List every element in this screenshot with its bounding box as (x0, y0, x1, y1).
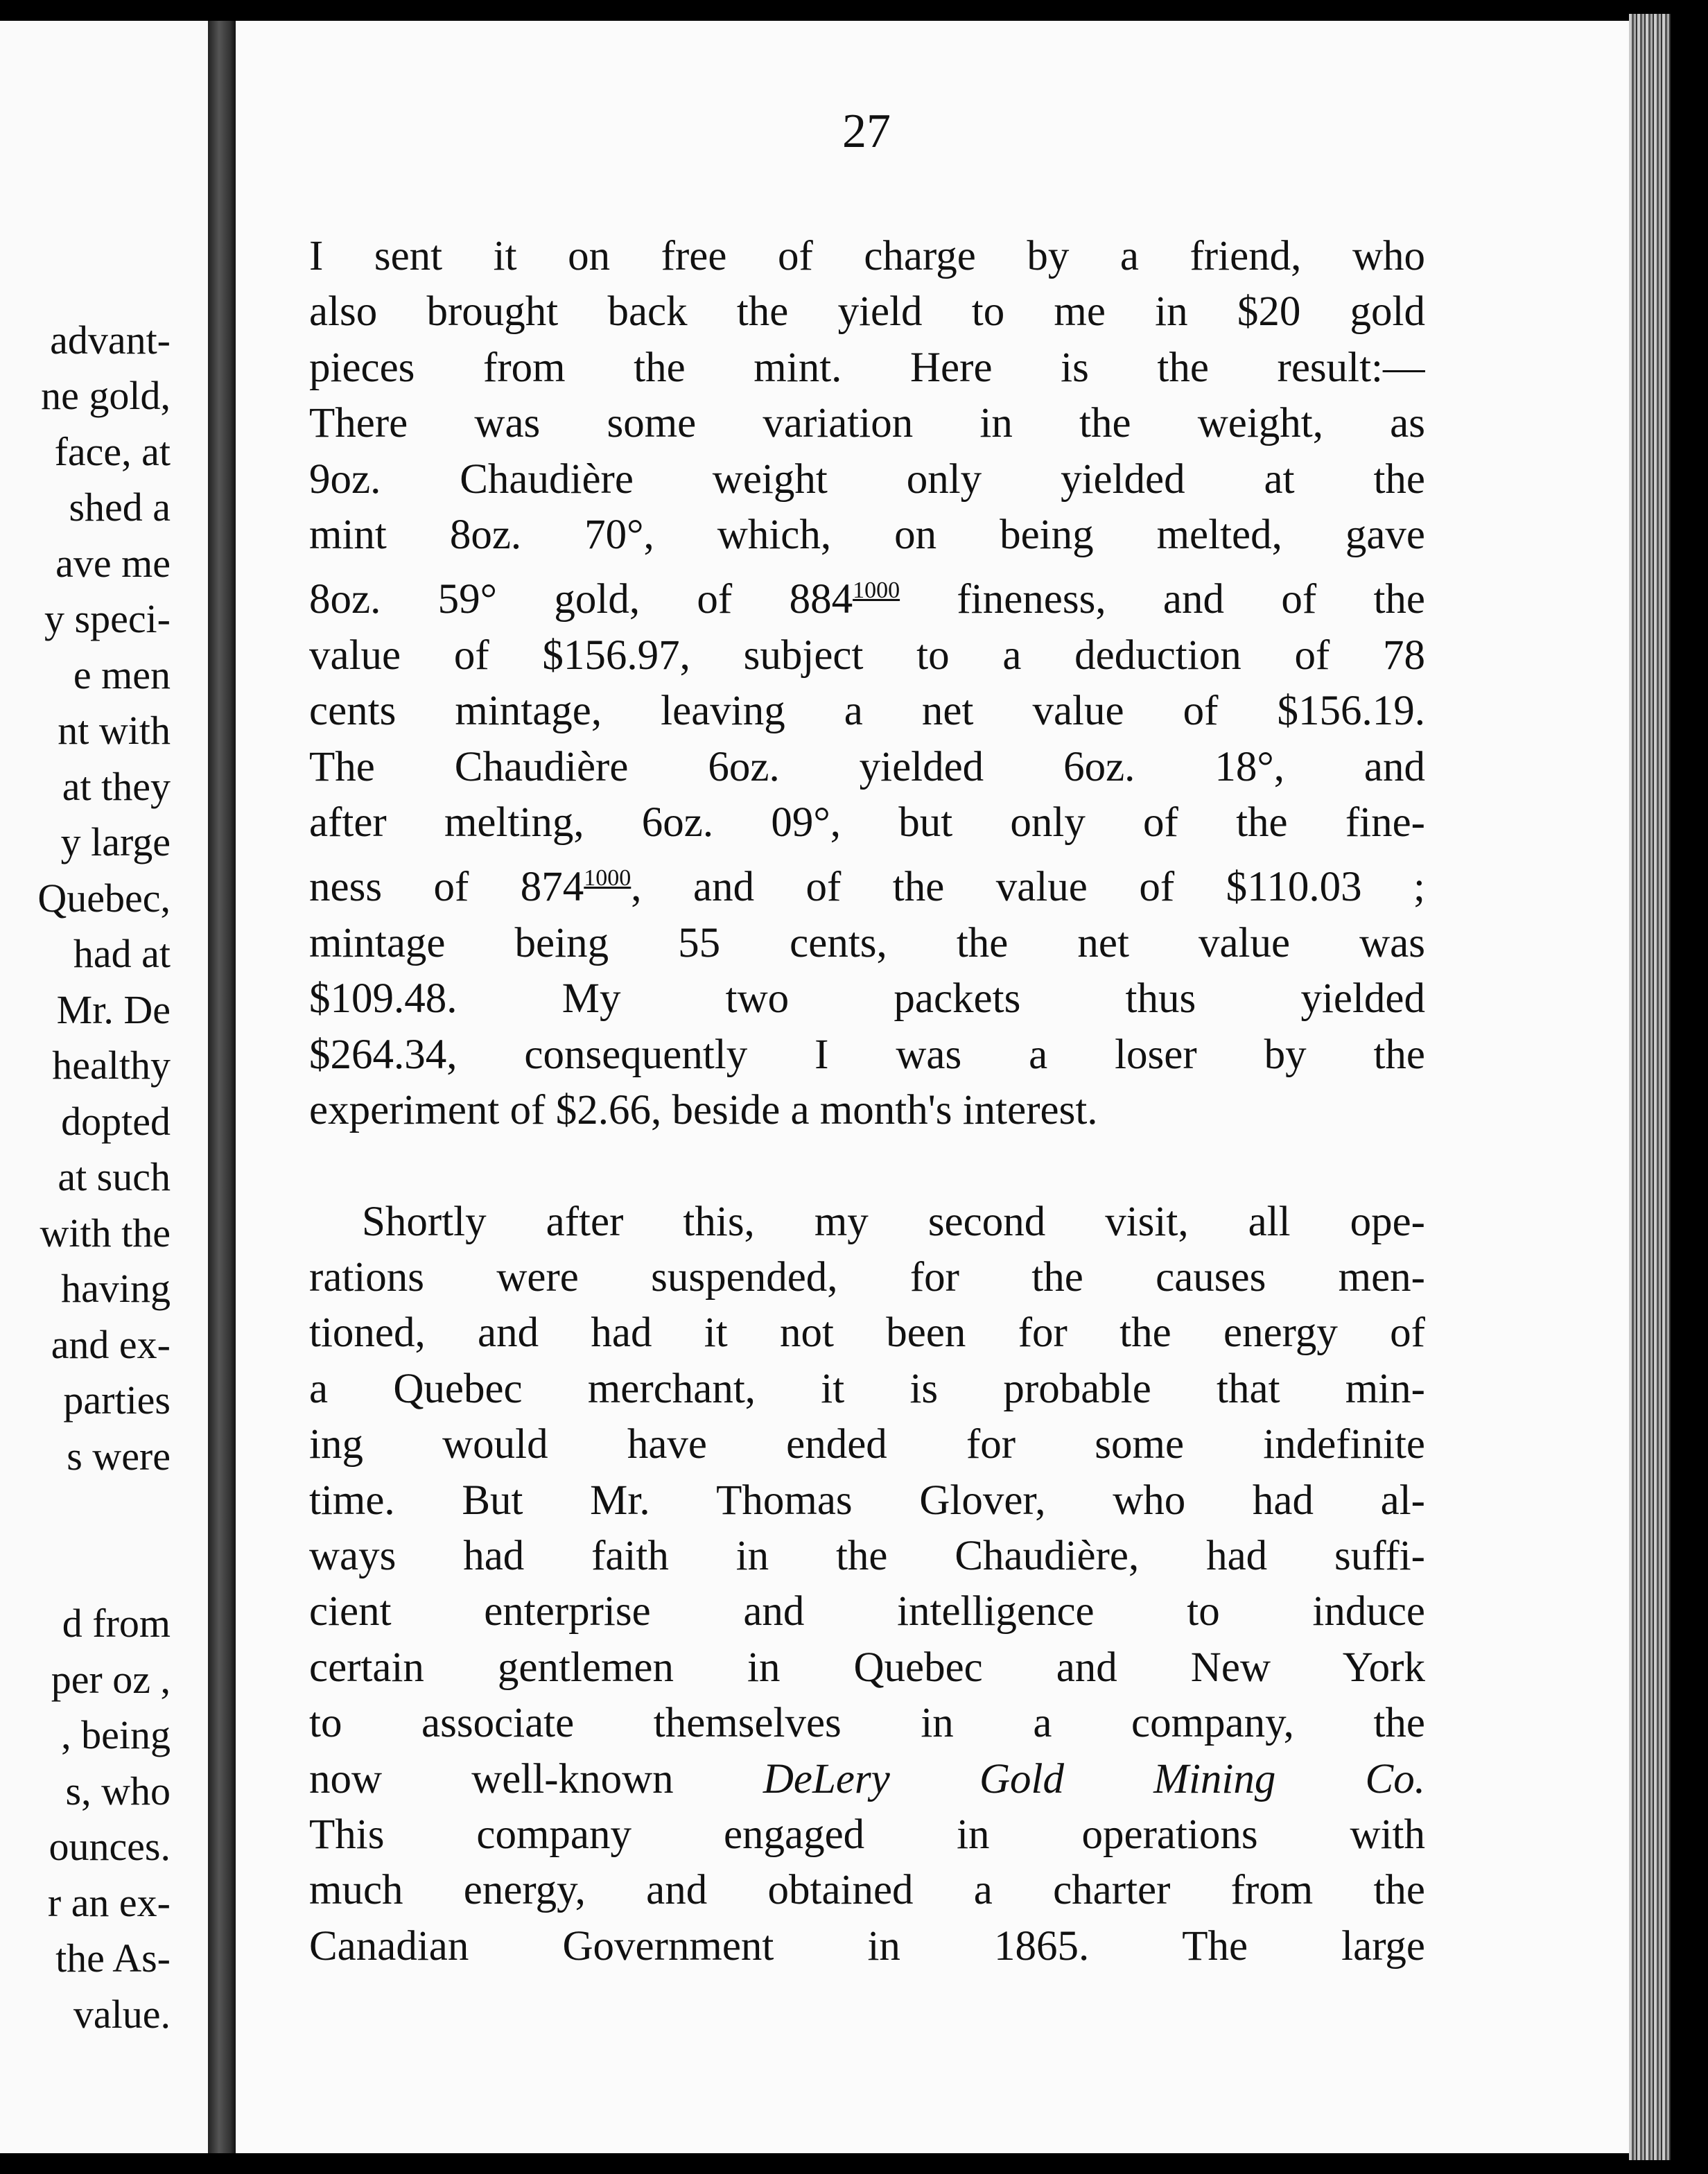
left-line: ne gold, (41, 373, 171, 418)
text-line: value of $156.97, subject to a deduction of 78 (309, 632, 1425, 679)
main-text (309, 229, 1425, 1974)
left-line: , being (61, 1712, 171, 1757)
left-line: parties (63, 1377, 171, 1423)
left-line: y speci- (44, 596, 171, 641)
left-page-text (10, 256, 171, 2098)
text-fragment: ness of 874 (309, 864, 584, 911)
text-line: rations were suspended, for the causes men- (309, 1253, 1425, 1301)
fineness-fraction: 1000 (584, 865, 631, 892)
text-line: 9oz. Chaudière weight only yielded at the (309, 455, 1425, 503)
text-line: experiment of $2.66, beside a month's interest. (309, 1087, 1098, 1134)
text-line: Canadian Government in 1865. The large (309, 1922, 1425, 1969)
left-line: having (61, 1266, 171, 1311)
left-line: with the (40, 1210, 171, 1255)
text-line: ing would have ended for some indefinite (309, 1421, 1425, 1468)
left-line: ounces. (49, 1824, 171, 1869)
left-line: d from (62, 1601, 171, 1646)
left-line: value. (73, 1991, 171, 2037)
left-line: at they (62, 763, 171, 809)
left-page (0, 21, 208, 2153)
left-line: face, at (54, 428, 171, 474)
left-line: dopted (61, 1098, 171, 1144)
text-line: also brought back the yield to me in $20 gold (309, 288, 1425, 336)
left-line: per oz , (51, 1656, 171, 1702)
left-line: s, who (65, 1768, 171, 1814)
text-line: much energy, and obtained a charter from the (309, 1867, 1425, 1914)
company-name: DeLery Gold Mining Co. (762, 1755, 1425, 1802)
page-number: 27 (842, 105, 891, 158)
left-line: ave me (55, 540, 171, 586)
text-line: mint 8oz. 70°, which, on being melted, gave (309, 512, 1425, 559)
left-line: had at (73, 931, 171, 976)
text-line: This company engaged in operations with (309, 1811, 1425, 1858)
left-line: Mr. De (56, 986, 171, 1032)
text-line: cents mintage, leaving a net value of $156.19. (309, 688, 1425, 735)
left-line: shed a (69, 485, 171, 530)
text-fragment: now well-known (309, 1755, 763, 1802)
text-line: ways had faith in the Chaudière, had suffi- (309, 1532, 1425, 1579)
text-line (309, 851, 1425, 915)
text-line: pieces from the mint. Here is the result:— (309, 344, 1425, 391)
text-line: time. But Mr. Thomas Glover, who had al- (309, 1477, 1425, 1524)
text-line (309, 1752, 1425, 1807)
text-line: certain gentlemen in Quebec and New York (309, 1644, 1425, 1691)
text-line: mintage being 55 cents, the net value was (309, 919, 1425, 966)
fineness-fraction: 1000 (853, 577, 900, 604)
text-line: $109.48. My two packets thus yielded (309, 975, 1425, 1023)
page-edges (1629, 14, 1671, 2160)
text-line: cient enterprise and intelligence to induce (309, 1588, 1425, 1635)
text-line: tioned, and had it not been for the energy of (309, 1310, 1425, 1357)
left-line: nt with (58, 708, 171, 753)
left-line: advant- (50, 317, 171, 363)
left-line: s were (67, 1433, 171, 1479)
left-line: healthy (52, 1043, 171, 1088)
text-fragment: 8oz. 59° gold, of 884 (309, 576, 853, 623)
text-fragment: fineness, and of the (900, 576, 1425, 623)
text-line: to associate themselves in a company, the (309, 1700, 1425, 1747)
left-line: r an ex- (47, 1879, 171, 1925)
left-line: y large (60, 819, 171, 864)
text-line: after melting, 6oz. 09°, but only of the fine- (309, 799, 1425, 846)
text-line: There was some variation in the weight, as (309, 400, 1425, 447)
left-line: and ex- (51, 1321, 171, 1367)
book-gutter (208, 21, 236, 2153)
left-line: the As- (55, 1936, 171, 1981)
text-line: Shortly after this, my second visit, all ope- (362, 1198, 1425, 1245)
left-line: Quebec, (37, 875, 171, 921)
left-line: e men (73, 652, 171, 697)
text-line: $264.34, consequently I was a loser by the (309, 1031, 1425, 1078)
text-line: I sent it on free of charge by a friend, who (309, 233, 1425, 279)
text-line: a Quebec merchant, it is probable that min- (309, 1365, 1425, 1412)
left-line: at such (58, 1154, 171, 1199)
text-line: The Chaudière 6oz. yielded 6oz. 18°, and (309, 743, 1425, 790)
text-fragment: , and of the value of $110.03 ; (631, 864, 1425, 911)
text-line (309, 563, 1425, 627)
